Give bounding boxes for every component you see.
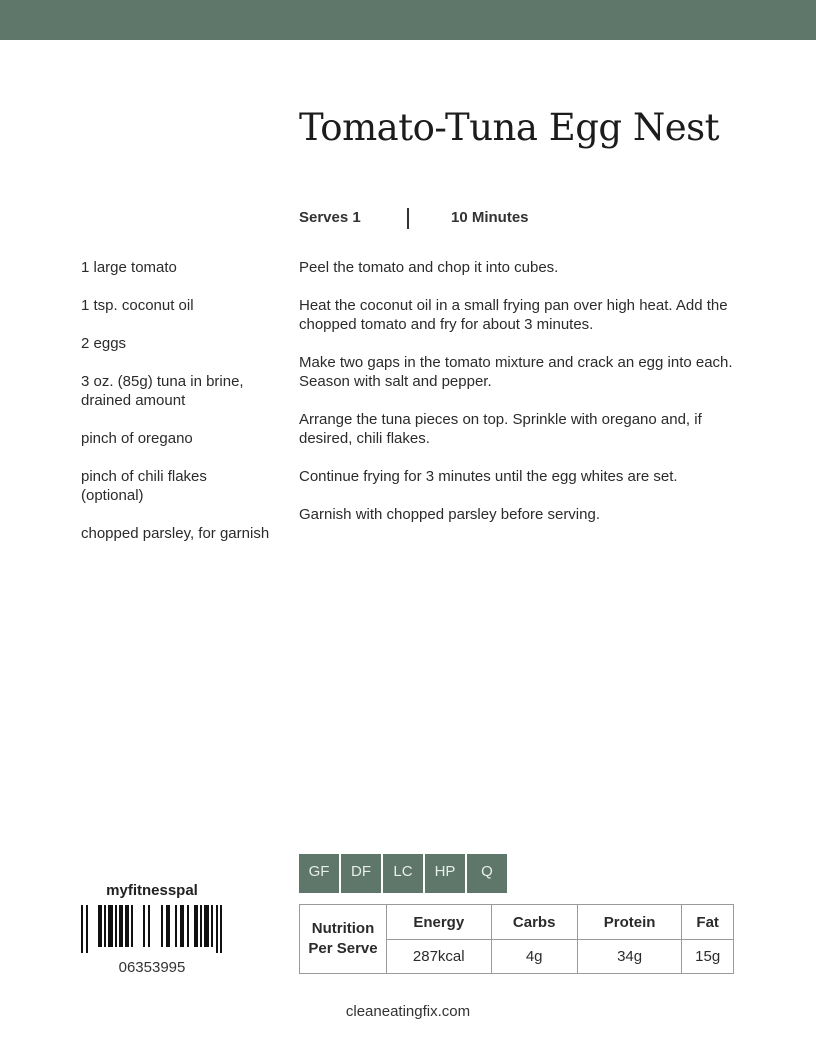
nutrition-header-carbs: Carbs	[491, 905, 577, 940]
tag-quick: Q	[467, 854, 507, 893]
method-steps	[299, 258, 739, 543]
nutrition-header-energy: Energy	[387, 905, 492, 940]
tag-high-protein: HP	[425, 854, 465, 893]
nutrition-header-fat: Fat	[682, 905, 734, 940]
footer-website: cleaneatingfix.com	[345, 1003, 471, 1020]
recipe-title: Tomato-Tuna Egg Nest	[299, 106, 719, 149]
ingredient-item: 2 eggs	[81, 335, 127, 352]
method-step: Garnish with chopped parsley before serving.	[299, 506, 600, 523]
nutrition-value-protein: 34g	[577, 940, 681, 974]
ingredient-list	[81, 258, 271, 562]
ingredient-item: 1 large tomato	[81, 259, 177, 276]
header-bar	[0, 0, 816, 40]
nutrition-value-fat: 15g	[682, 940, 734, 974]
barcode-number: 06353995	[118, 959, 186, 976]
nutrition-row-label: Nutrition Per Serve	[300, 905, 387, 974]
nutrition-header-protein: Protein	[577, 905, 681, 940]
meta-divider	[407, 208, 409, 229]
method-step: Peel the tomato and chop it into cubes.	[299, 259, 559, 276]
method-step: Heat the coconut oil in a small frying pan over high heat. Add the chopped tomato and fry for about 3 minutes.	[299, 297, 728, 333]
tag-low-carb: LC	[383, 854, 423, 893]
nutrition-value-carbs: 4g	[491, 940, 577, 974]
ingredient-item: 3 oz. (85g) tuna in brine, drained amount	[81, 373, 244, 409]
tag-dairy-free: DF	[341, 854, 381, 893]
ingredient-item: pinch of chili flakes (optional)	[81, 468, 207, 504]
nutrition-value-energy: 287kcal	[387, 940, 492, 974]
method-step: Make two gaps in the tomato mixture and crack an egg into each. Season with salt and pepper.	[299, 354, 733, 390]
ingredient-item: pinch of oregano	[81, 430, 193, 447]
myfitnesspal-label: myfitnesspal	[106, 882, 198, 899]
method-step: Continue frying for 3 minutes until the egg whites are set.	[299, 468, 678, 485]
method-step: Arrange the tuna pieces on top. Sprinkle with oregano and, if desired, chili flakes.	[299, 411, 702, 447]
barcode-icon	[81, 905, 223, 953]
ingredient-item: chopped parsley, for garnish	[81, 525, 270, 542]
serves-label: Serves 1	[299, 209, 361, 226]
nutrition-table	[299, 904, 734, 974]
time-label: 10 Minutes	[451, 209, 529, 226]
ingredient-item: 1 tsp. coconut oil	[81, 297, 194, 314]
tag-gluten-free: GF	[299, 854, 339, 893]
diet-tags	[299, 854, 507, 893]
